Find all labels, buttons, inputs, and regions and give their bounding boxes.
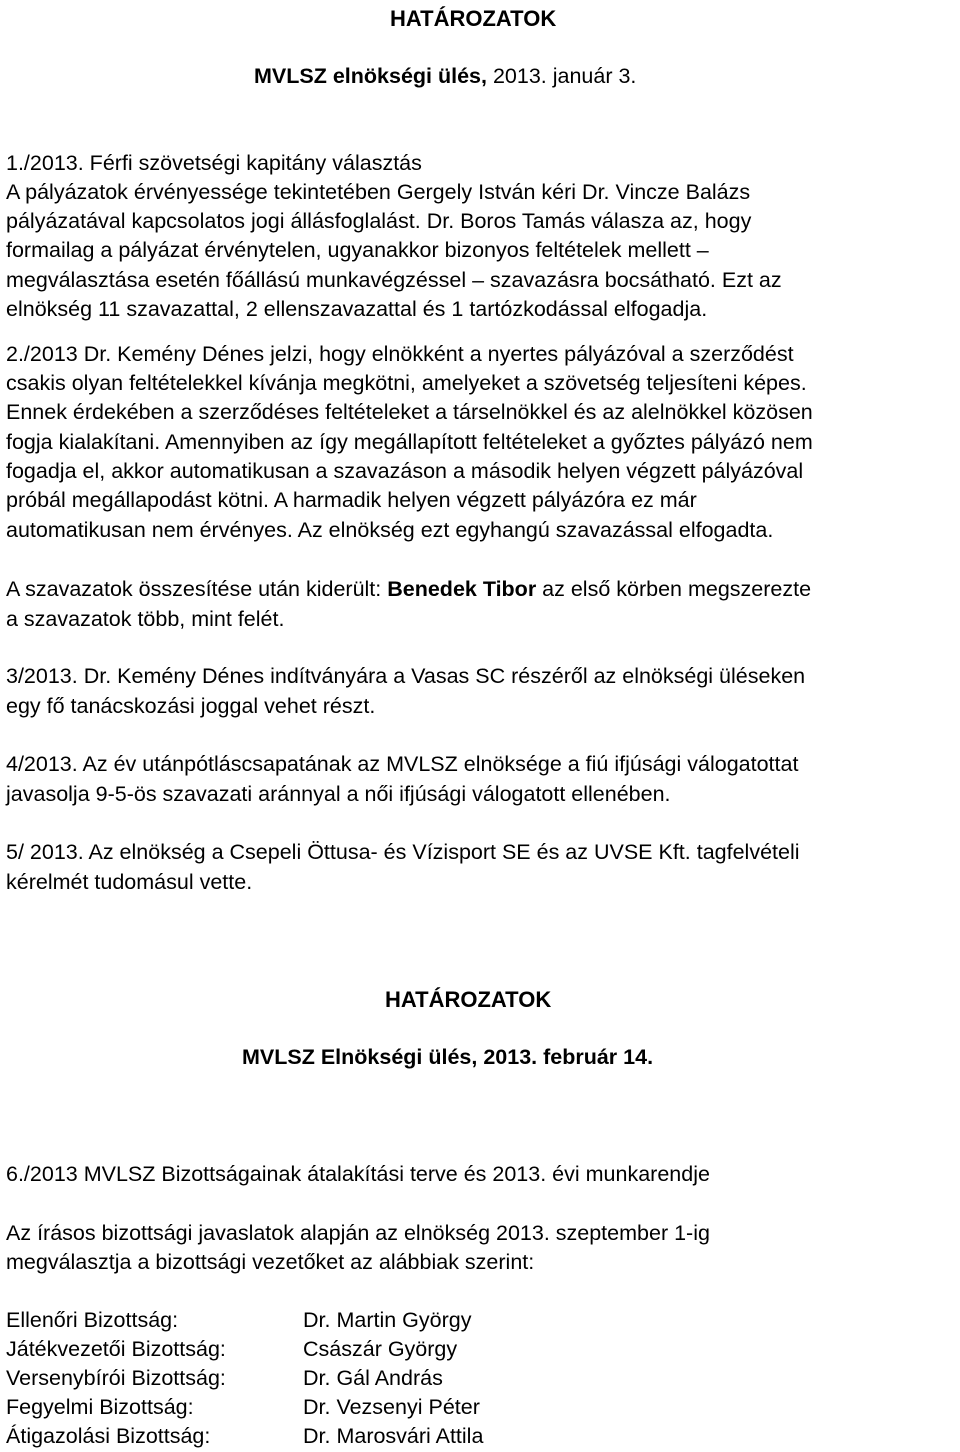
votes-prefix: A szavazatok összesítése után kiderült: bbox=[6, 577, 388, 601]
item3-line: egy fő tanácskozási joggal vehet részt. bbox=[6, 694, 376, 718]
item1-line: formailag a pályázat érvénytelen, ugyanakkor bizonyos feltételek mellett – bbox=[6, 238, 709, 262]
committee-leader: Császár György bbox=[303, 1337, 458, 1361]
committee-name: Versenybírói Bizottság: bbox=[6, 1366, 226, 1390]
item5-line: 5/ 2013. Az elnökség a Csepeli Öttusa- és Vízisport SE és az UVSE Kft. tagfelvételi bbox=[6, 840, 800, 864]
committee-leader: Dr. Martin György bbox=[303, 1308, 472, 1332]
item4-line: 4/2013. Az év utánpótláscsapatának az MVLSZ elnöksége a fiú ifjúsági válogatottat bbox=[6, 752, 799, 776]
item2-line: fogja kialakítani. Amennyiben az így megállapított feltételeket a győztes pályázó nem bbox=[6, 430, 813, 454]
votes-summary-line: a szavazatok több, mint felét. bbox=[6, 607, 285, 631]
item2-line: csakis olyan feltételekkel kívánja megkötni, amelyeket a szövetség teljesíteni képes. bbox=[6, 371, 807, 395]
committee-row bbox=[6, 1393, 480, 1422]
winner-name: Benedek Tibor bbox=[387, 577, 537, 601]
committee-leader: Dr. Marosvári Attila bbox=[303, 1424, 484, 1448]
meeting-subtitle-prefix: MVLSZ elnökségi ülés, bbox=[254, 64, 493, 88]
item4-line: javasolja 9-5-ös szavazati aránnyal a női ifjúsági válogatott ellenében. bbox=[6, 782, 671, 806]
item6-line: Az írásos bizottsági javaslatok alapján az elnökség 2013. szeptember 1-ig bbox=[6, 1221, 710, 1245]
committee-row bbox=[6, 1335, 458, 1364]
item2-line: 2./2013 Dr. Kemény Dénes jelzi, hogy elnökként a nyertes pályázóval a szerződést bbox=[6, 342, 794, 366]
second-title: HATÁROZATOK bbox=[385, 987, 552, 1012]
committee-name: Fegyelmi Bizottság: bbox=[6, 1395, 194, 1419]
committee-row bbox=[6, 1306, 472, 1335]
item1-line: A pályázatok érvényessége tekintetében Gergely István kéri Dr. Vincze Balázs bbox=[6, 180, 751, 204]
votes-summary bbox=[6, 575, 811, 604]
item2-line: fogadja el, akkor automatikusan a szavazáson a második helyen végzett pályázóval bbox=[6, 459, 804, 483]
second-meeting-subtitle: MVLSZ Elnökségi ülés, 2013. február 14. bbox=[242, 1045, 654, 1069]
item2-line: Ennek érdekében a szerződéses feltételeket a társelnökkel és az alelnökkel közösen bbox=[6, 400, 813, 424]
meeting-subtitle bbox=[254, 62, 636, 91]
committee-row bbox=[6, 1364, 443, 1393]
committee-name: Átigazolási Bizottság: bbox=[6, 1424, 211, 1448]
item1-heading: 1./2013. Férfi szövetségi kapitány választás bbox=[6, 151, 422, 175]
item1-line: pályázatával kapcsolatos jogi állásfoglalást. Dr. Boros Tamás válasza az, hogy bbox=[6, 209, 752, 233]
votes-suffix: az első körben megszerezte bbox=[536, 577, 812, 601]
item6-heading: 6./2013 MVLSZ Bizottságainak átalakítási terve és 2013. évi munkarendje bbox=[6, 1162, 710, 1186]
committee-row bbox=[6, 1422, 484, 1451]
item2-line: próbál megállapodást kötni. A harmadik helyen végzett pályázóra ez már bbox=[6, 488, 697, 512]
item6-line: megválasztja a bizottsági vezetőket az alábbiak szerint: bbox=[6, 1250, 535, 1274]
item3-line: 3/2013. Dr. Kemény Dénes indítványára a Vasas SC részéről az elnökségi üléseken bbox=[6, 664, 806, 688]
page-title: HATÁROZATOK bbox=[390, 6, 557, 31]
item2-line: automatikusan nem érvényes. Az elnökség ezt egyhangú szavazással elfogadta. bbox=[6, 518, 774, 542]
item1-line: elnökség 11 szavazattal, 2 ellenszavazattal és 1 tartózkodással elfogadja. bbox=[6, 297, 708, 321]
meeting-subtitle-date: 2013. január 3. bbox=[492, 64, 637, 88]
committee-leader: Dr. Vezsenyi Péter bbox=[303, 1395, 480, 1419]
committee-name: Ellenőri Bizottság: bbox=[6, 1308, 179, 1332]
item5-line: kérelmét tudomásul vette. bbox=[6, 870, 253, 894]
committee-name: Játékvezetői Bizottság: bbox=[6, 1337, 226, 1361]
committee-leader: Dr. Gál András bbox=[303, 1366, 443, 1390]
item1-line: megválasztása esetén főállású munkavégzéssel – szavazásra bocsátható. Ezt az bbox=[6, 268, 782, 292]
